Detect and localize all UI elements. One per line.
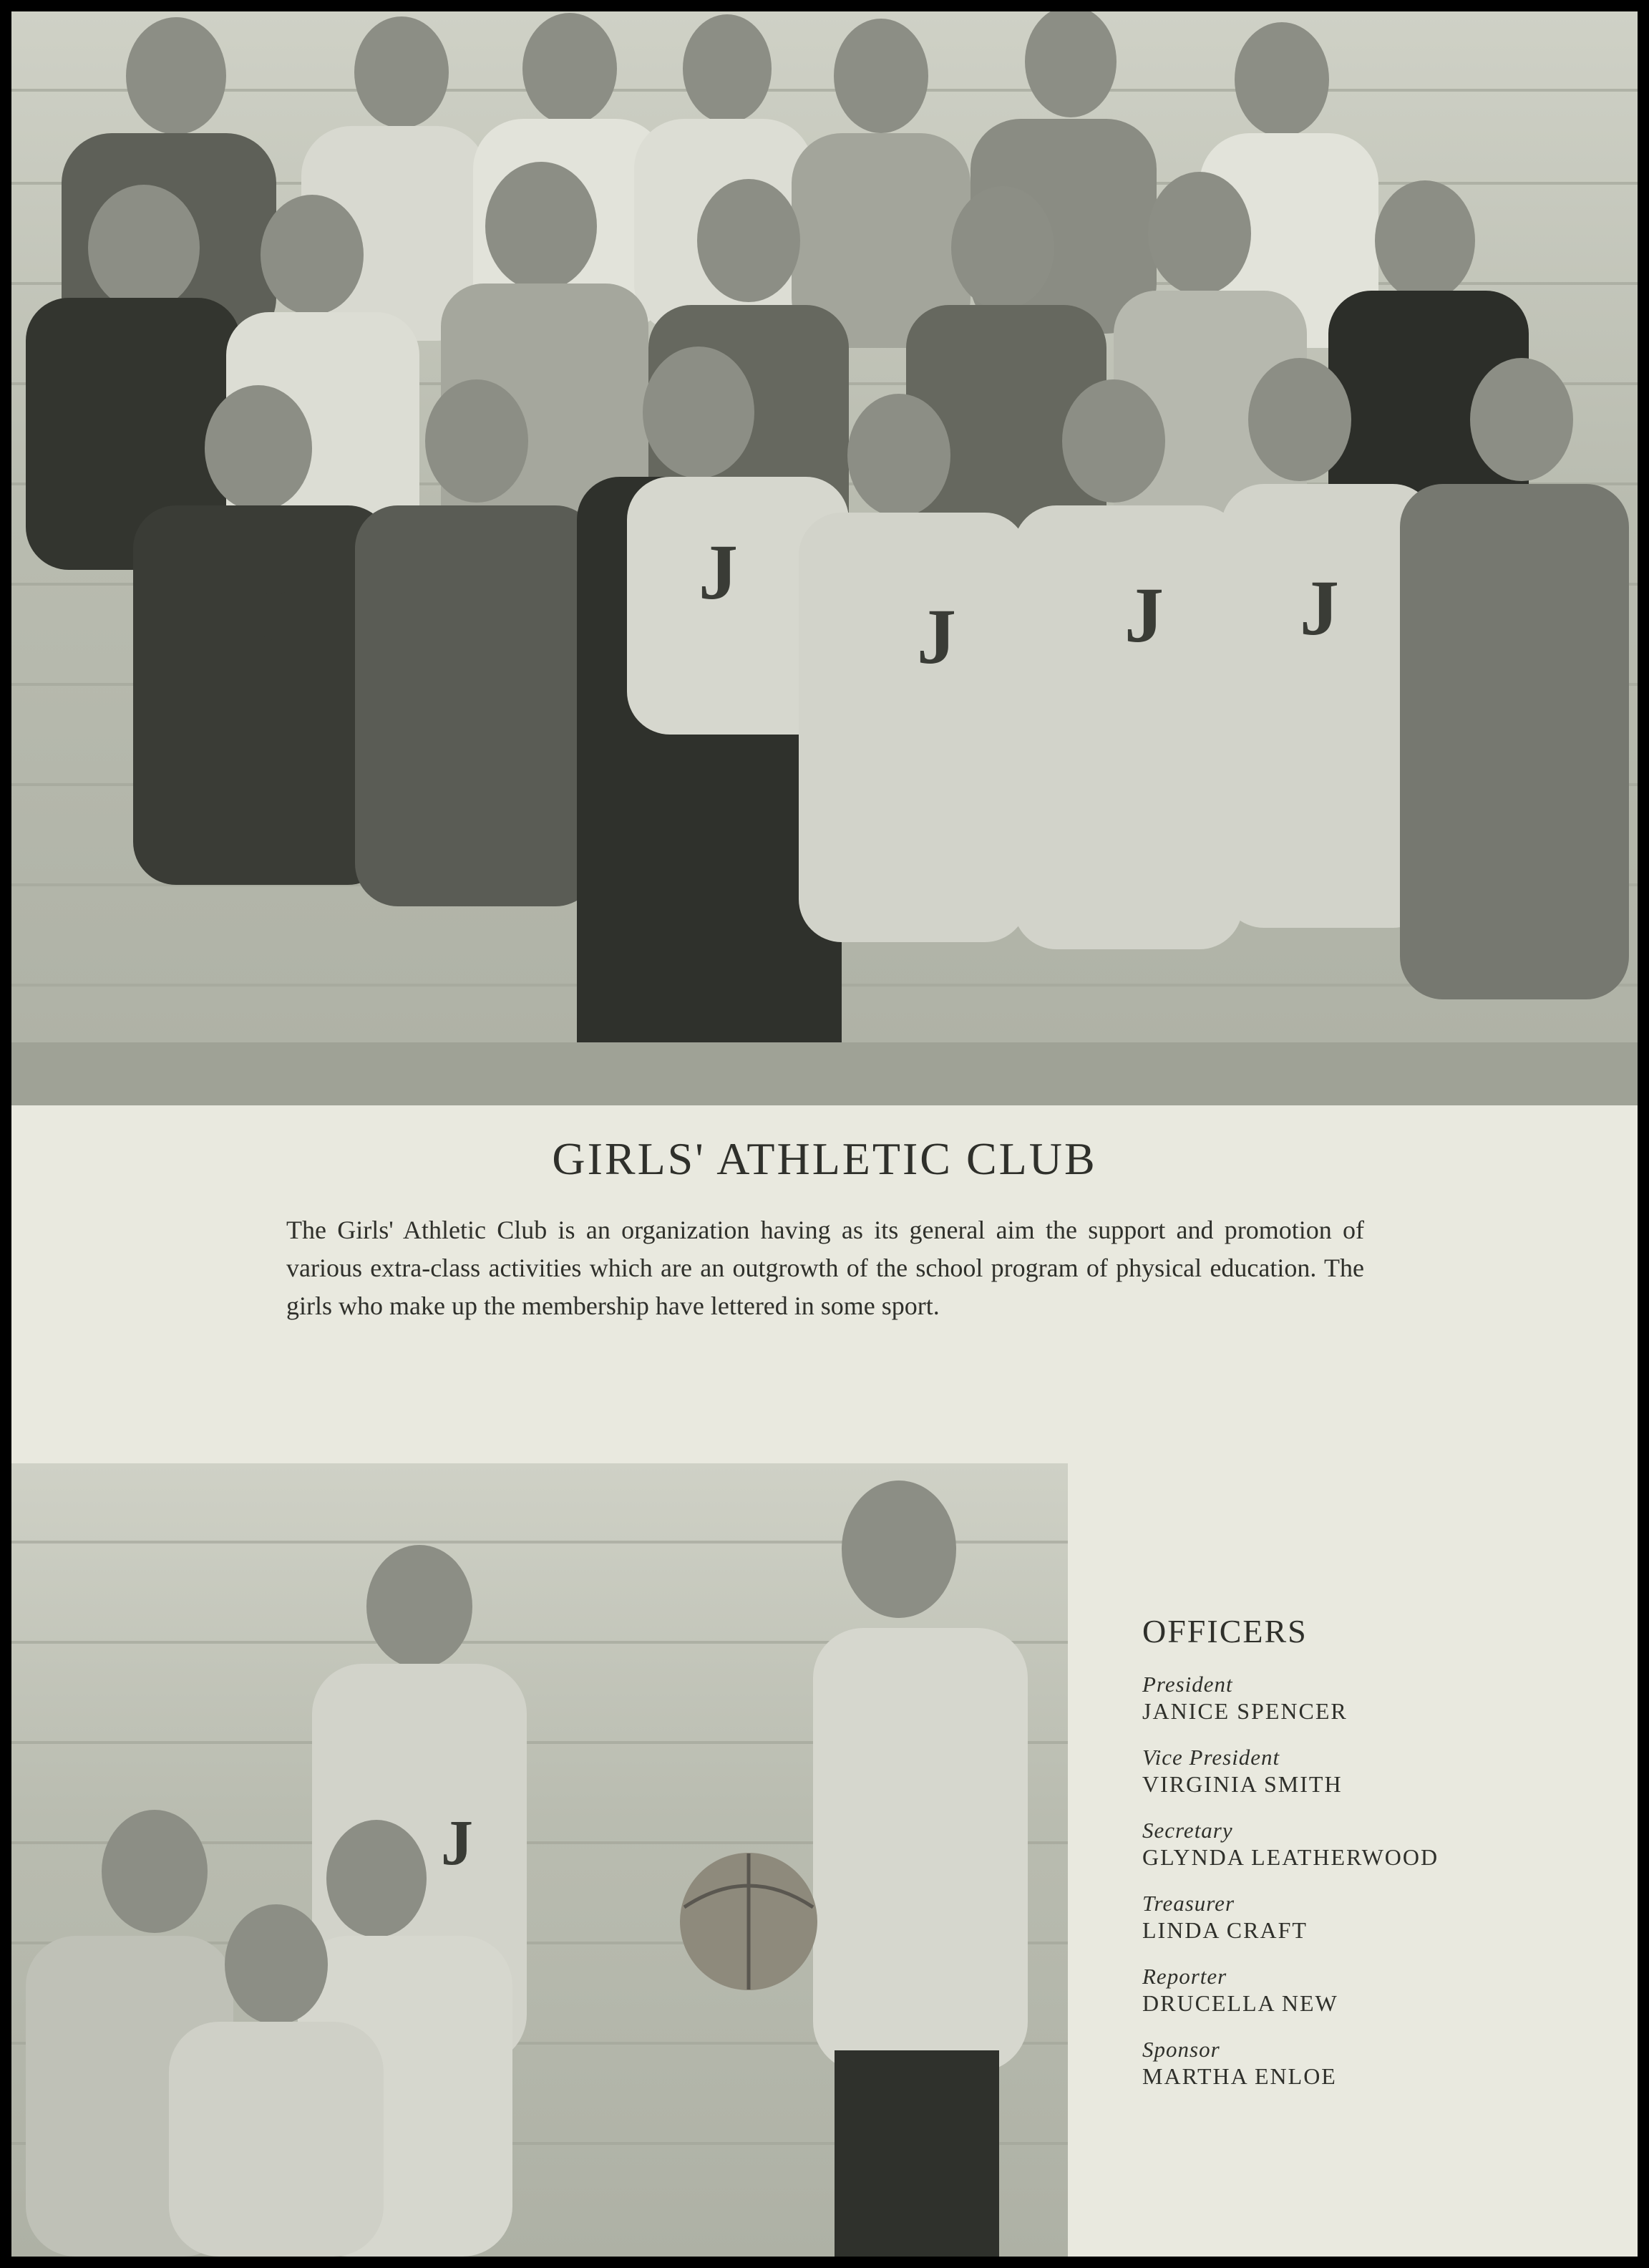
yearbook-page xyxy=(11,11,1638,2257)
officer-role: Vice President xyxy=(1142,1745,1280,1770)
officer-entry xyxy=(1142,1672,1600,1725)
jacket-letter: J xyxy=(699,528,738,616)
jacket-letter: J xyxy=(248,571,287,659)
jacket-letter: J xyxy=(1124,571,1164,659)
page-title: GIRLS' ATHLETIC CLUB xyxy=(552,1133,1097,1184)
officer-role: Reporter xyxy=(1142,1964,1227,1989)
officer-role: President xyxy=(1142,1672,1233,1697)
group-photo-illustration xyxy=(11,11,1638,1105)
officer-name: GLYNDA LEATHERWOOD xyxy=(1142,1844,1439,1870)
officer-role: Treasurer xyxy=(1142,1891,1235,1916)
officer-role: Sponsor xyxy=(1142,2037,1220,2062)
group-photo xyxy=(11,11,1638,1105)
officers-photo xyxy=(11,1463,1068,2257)
officer-role: Secretary xyxy=(1142,1818,1233,1843)
jacket-letter: J xyxy=(441,1808,473,1879)
officer-name: JANICE SPENCER xyxy=(1142,1698,1348,1724)
officer-entry xyxy=(1142,2037,1600,2090)
officer-entry xyxy=(1142,1818,1600,1871)
officers-photo-illustration xyxy=(11,1463,1068,2257)
officer-entry xyxy=(1142,1891,1600,1944)
officers-heading: OFFICERS xyxy=(1142,1613,1308,1649)
officer-name: DRUCELLA NEW xyxy=(1142,1990,1338,2016)
officers-list xyxy=(1142,1612,1600,2110)
club-description: The Girls' Athletic Club is an organization having as its general aim the support and promotion of various extra-class activities which are an outgrowth of the school program of physical education. The girls who make up the membership have lettered in some sport. xyxy=(286,1216,1364,1320)
officer-entry xyxy=(1142,1745,1600,1798)
officer-entry xyxy=(1142,1964,1600,2017)
jacket-letter: J xyxy=(917,593,956,680)
officer-name: VIRGINIA SMITH xyxy=(1142,1771,1343,1797)
officer-name: LINDA CRAFT xyxy=(1142,1917,1308,1943)
jacket-letter: J xyxy=(1300,564,1339,651)
officer-name: MARTHA ENLOE xyxy=(1142,2063,1337,2089)
